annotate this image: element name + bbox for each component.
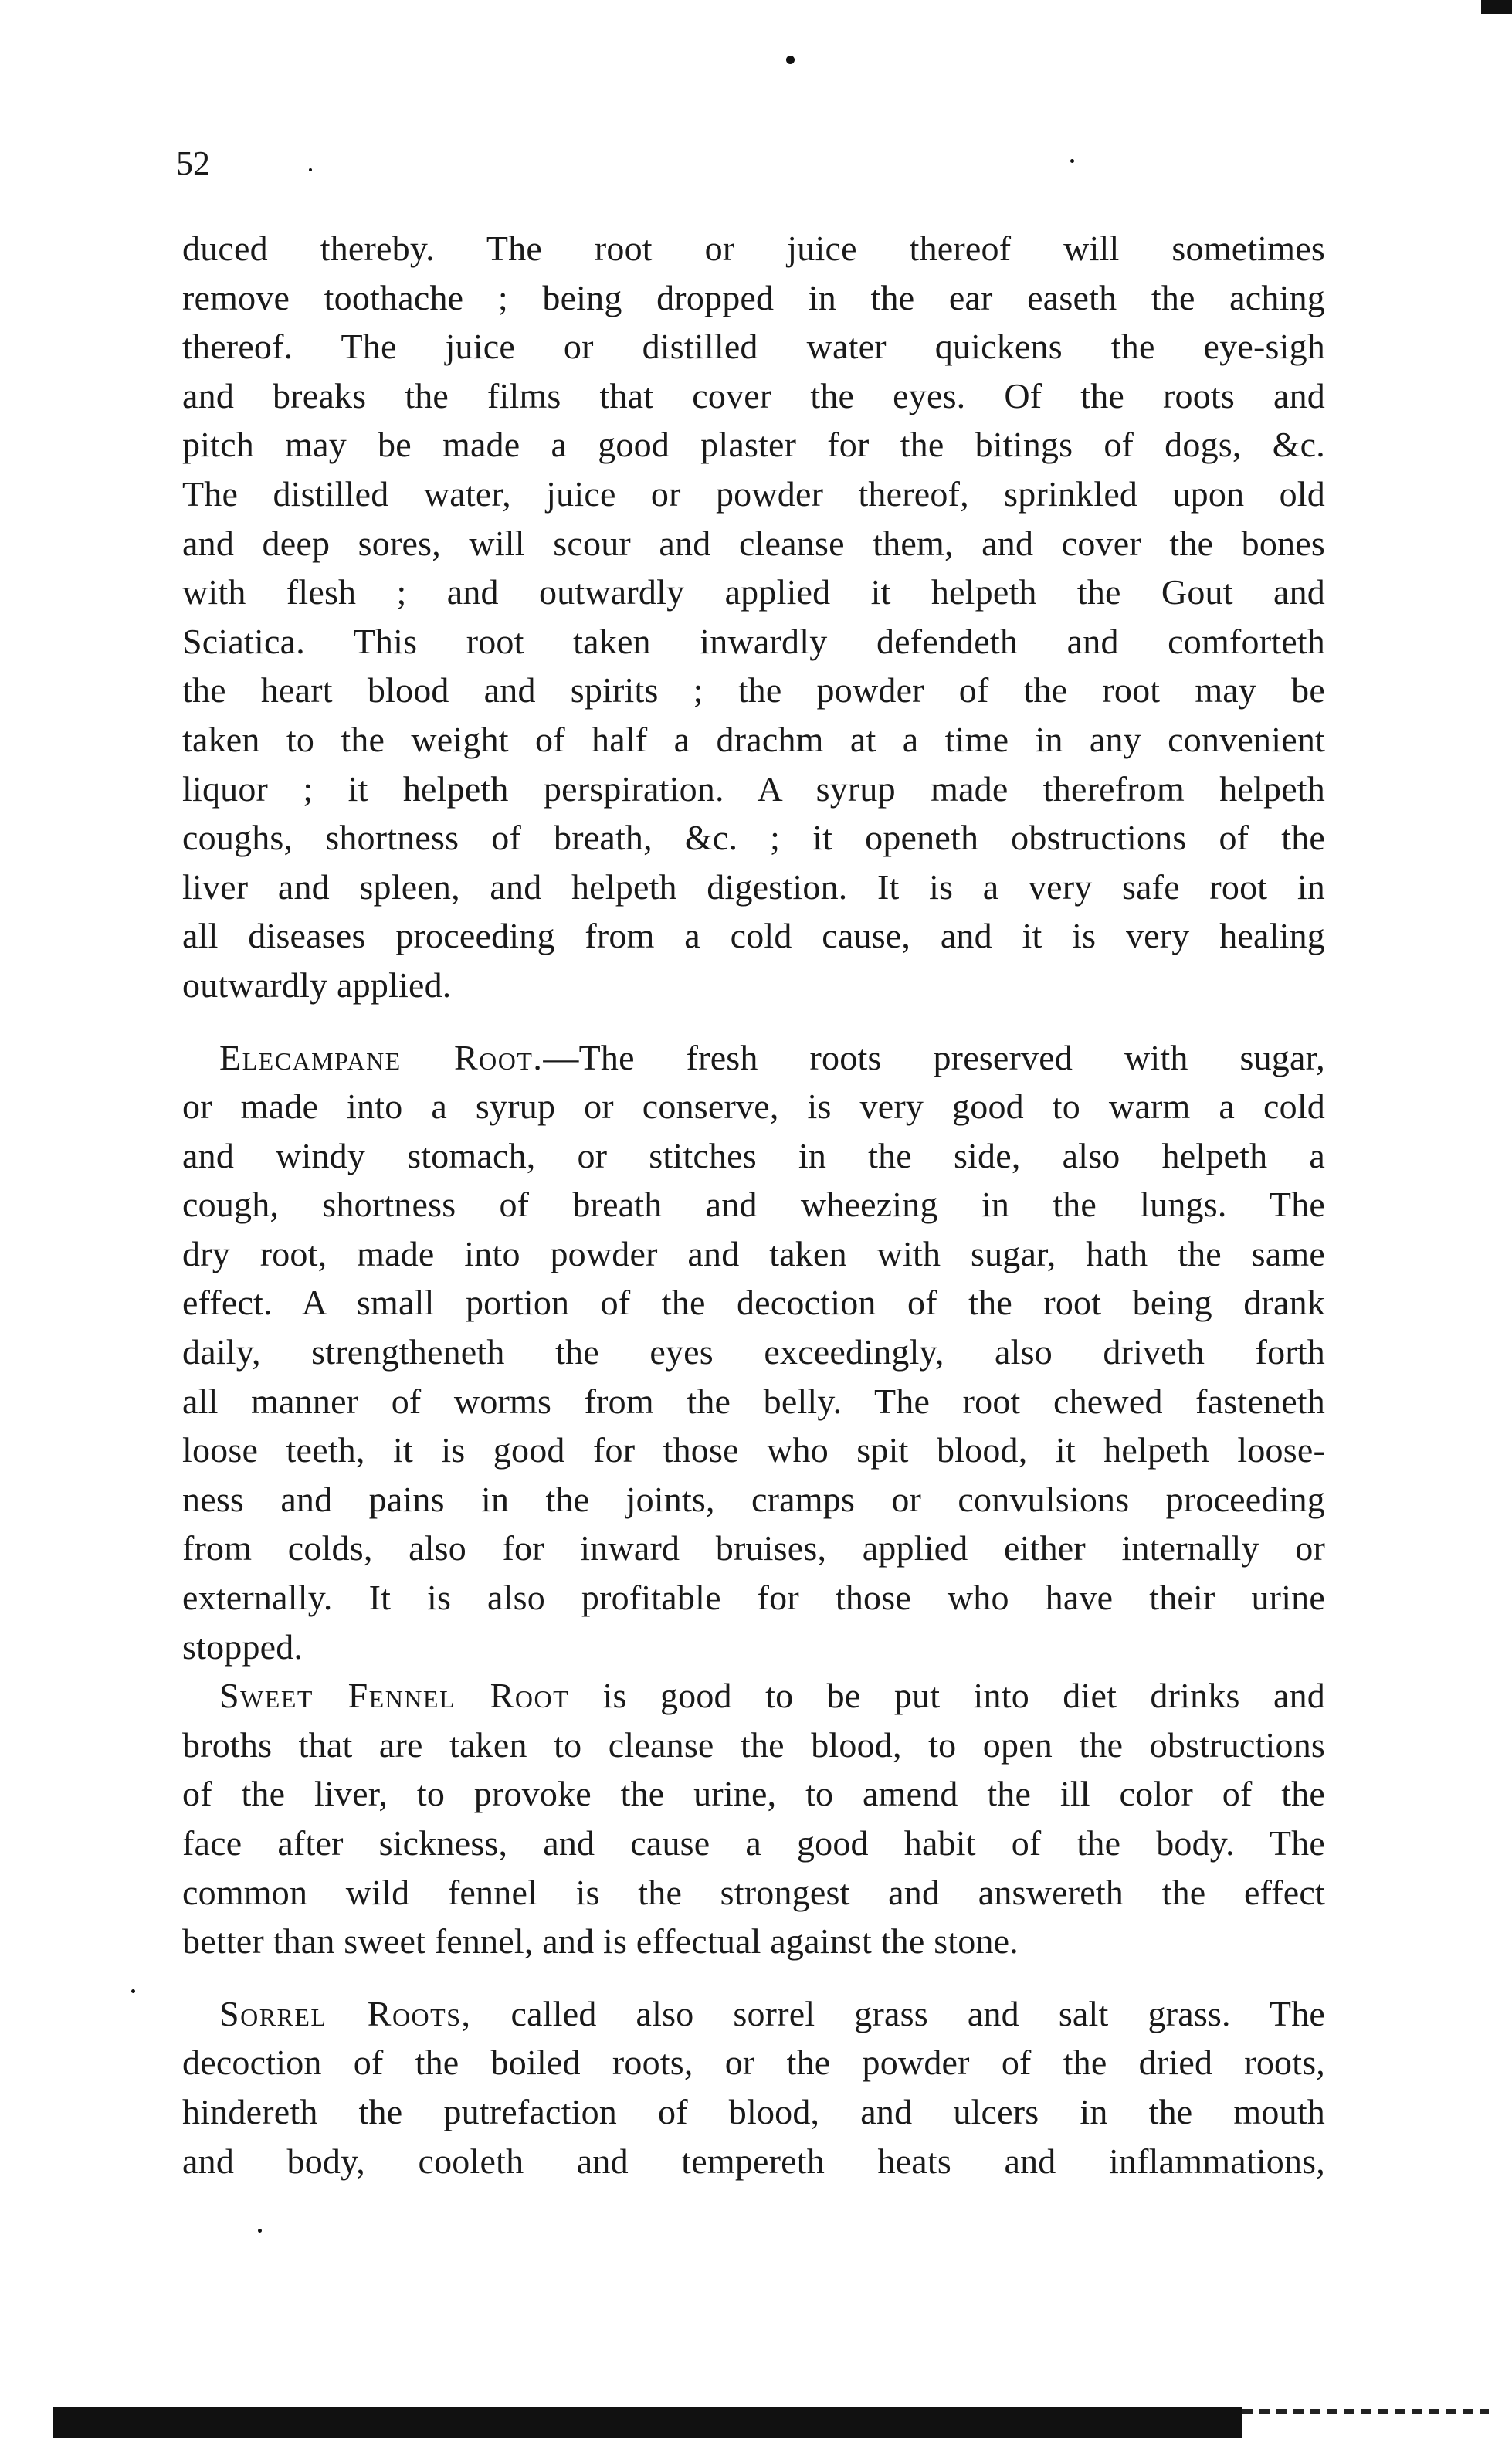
ink-speck	[1070, 159, 1074, 163]
paragraph-first-line	[182, 1989, 1325, 2039]
text-line: all diseases proceeding from a cold cause, and it is very healing	[182, 916, 1325, 956]
text-line: coughs, shortness of breath, &c. ; it openeth obstructions of the	[182, 818, 1325, 858]
paragraph-first-line	[182, 1033, 1325, 1083]
ink-speck	[258, 2229, 262, 2233]
text-line: pitch may be made a good plaster for the bitings of dogs, &c.	[182, 425, 1325, 465]
text-run: is good to be put into diet drinks and	[569, 1676, 1325, 1716]
text-line: externally. It is also profitable for those who have their urine	[182, 1578, 1325, 1618]
text-line: better than sweet fennel, and is effectual against the stone.	[182, 1921, 1019, 1962]
text-line: and body, cooleth and tempereth heats and inflammations,	[182, 2141, 1325, 2181]
page-number: 52	[176, 144, 210, 182]
text-line: and deep sores, will scour and cleanse them, and cover the bones	[182, 523, 1325, 563]
text-line: duced thereby. The root or juice thereof will sometimes	[182, 229, 1325, 268]
text-line: outwardly applied.	[182, 965, 452, 1005]
paragraph-first-line	[182, 1671, 1325, 1721]
text-line: decoction of the boiled roots, or the powder of the dried roots,	[182, 2043, 1325, 2083]
text-line: loose teeth, it is good for those who spit blood, it helpeth loose-	[182, 1430, 1325, 1470]
text-line: ness and pains in the joints, cramps or convulsions proceeding	[182, 1479, 1325, 1519]
text-line: remove toothache ; being dropped in the ear easeth the aching	[182, 277, 1325, 317]
text-line: daily, strengtheneth the eyes exceedingly, also driveth forth	[182, 1332, 1325, 1372]
text-run: called also sorrel grass and salt grass. The	[471, 1993, 1326, 2033]
text-line: effect. A small portion of the decoction of the root being drank	[182, 1283, 1325, 1323]
text-line: and breaks the films that cover the eyes. Of the roots and	[182, 375, 1325, 415]
entry-heading: Sweet Fennel Root	[219, 1676, 570, 1716]
text-line: of the liver, to provoke the urine, to amend the ill color of the	[182, 1774, 1325, 1814]
text-line: from colds, also for inward bruises, applied either internally or	[182, 1528, 1325, 1568]
text-line: hindereth the putrefaction of blood, and ulcers in the mouth	[182, 2091, 1325, 2131]
text-line: The distilled water, juice or powder thereof, sprinkled upon old	[182, 473, 1325, 514]
text-line: cough, shortness of breath and wheezing in the lungs. The	[182, 1185, 1325, 1225]
text-line: common wild fennel is the strongest and answereth the effect	[182, 1872, 1325, 1912]
text-line: stopped.	[182, 1626, 303, 1667]
text-line: liquor ; it helpeth perspiration. A syrup made therefrom helpeth	[182, 768, 1325, 809]
ink-speck	[309, 168, 312, 171]
text-line: with flesh ; and outwardly applied it helpeth the Gout and	[182, 572, 1325, 612]
text-line: dry root, made into powder and taken with sugar, hath the same	[182, 1233, 1325, 1273]
text-line: liver and spleen, and helpeth digestion. It is a very safe root in	[182, 866, 1325, 907]
paragraph-sorrel	[182, 1989, 1325, 2185]
entry-heading: Sorrel Roots,	[219, 1993, 472, 2033]
paragraph-sweet-fennel	[182, 1671, 1325, 1966]
text-line: the heart blood and spirits ; the powder of the root may be	[182, 670, 1325, 710]
ink-speck	[131, 1989, 135, 1993]
text-line: face after sickness, and cause a good habit of the body. The	[182, 1823, 1325, 1863]
paragraph-elecampane	[182, 1033, 1325, 1672]
entry-heading: Elecampane Root.	[219, 1037, 544, 1077]
text-line: or made into a syrup or conserve, is very good to warm a cold	[182, 1087, 1325, 1127]
text-line: Sciatica. This root taken inwardly defendeth and comforteth	[182, 621, 1325, 661]
text-line: taken to the weight of half a drachm at a time in any convenient	[182, 719, 1325, 759]
text-line: all manner of worms from the belly. The root chewed fasteneth	[182, 1381, 1325, 1421]
scan-corner-mark	[1481, 0, 1512, 14]
scan-bottom-edge-dashes	[1242, 2409, 1489, 2414]
scan-bottom-edge	[53, 2407, 1242, 2438]
paragraph-continuation	[182, 224, 1325, 1010]
text-run: —The fresh roots preserved with sugar,	[543, 1037, 1325, 1077]
text-line: broths that are taken to cleanse the blood, to open the obstructions	[182, 1724, 1325, 1765]
ink-speck	[786, 56, 795, 64]
text-line: thereof. The juice or distilled water quickens the eye-sigh	[182, 327, 1325, 367]
body-text	[182, 224, 1325, 2185]
text-line: and windy stomach, or stitches in the side, also helpeth a	[182, 1135, 1325, 1175]
